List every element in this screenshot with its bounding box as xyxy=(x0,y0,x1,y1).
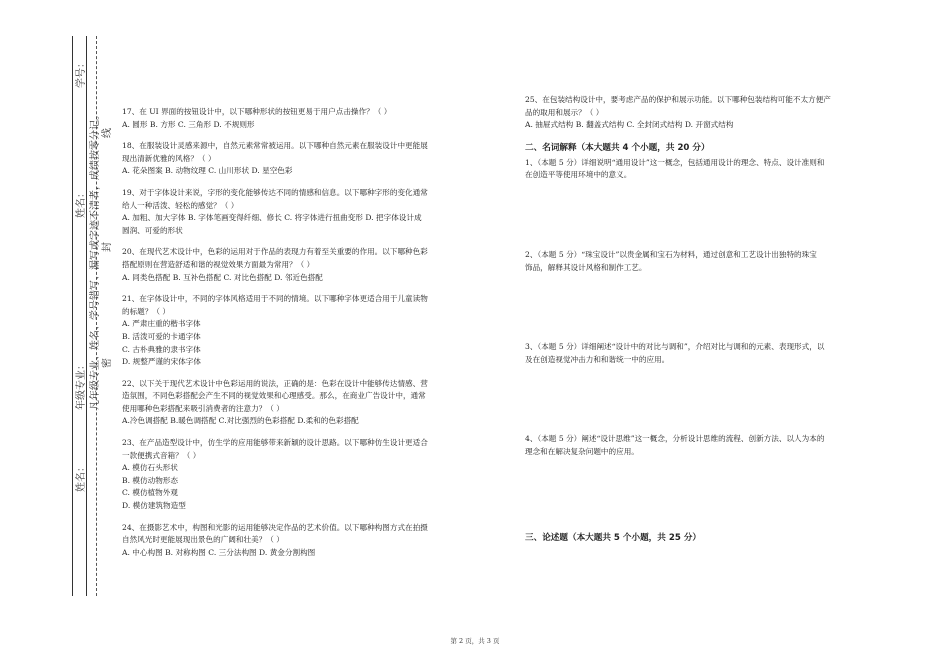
question-21 xyxy=(122,293,494,369)
question-stem: 17、在 UI 界面的按钮设计中，以下哪种形状的按钮更易于用户点击操作？（ ） xyxy=(122,107,392,116)
question-18 xyxy=(122,140,494,178)
seal-feng: 封 xyxy=(102,242,113,252)
question-options: A. 同类色搭配 B. 互补色搭配 C. 对比色搭配 D. 邻近色搭配 xyxy=(122,272,323,282)
question-stem: 18、在服装设计灵感来源中，自然元素常常被运用。以下哪种自然元素在服装设计中更能展 xyxy=(122,141,428,151)
binding-margin xyxy=(0,0,113,672)
student-id-label: 学号： xyxy=(76,58,87,88)
question-option: D. 模仿建筑物造型 xyxy=(122,501,186,511)
class-label: 年级专业： xyxy=(76,360,87,410)
term-2 xyxy=(525,249,900,274)
question-stem: 21、在字体设计中，不同的字体风格适用于不同的情境。以下哪种字体更适合用于儿童读物 xyxy=(122,294,428,304)
term-4 xyxy=(525,433,900,458)
question-25 xyxy=(525,94,900,132)
seal-mi: 密 xyxy=(102,358,113,368)
question-options: A. 圆形 B. 方形 C. 三角形 D. 不规则形 xyxy=(122,119,255,129)
margin-line-left xyxy=(72,36,73,596)
question-options: A. 中心构图 B. 对称构图 C. 三分法构图 D. 黄金分割构图 xyxy=(122,547,316,557)
question-24 xyxy=(122,522,494,560)
question-22 xyxy=(122,378,494,428)
question-stem: 23、在产品造型设计中，仿生学的应用能够带来新颖的设计思路。以下哪种仿生设计更适合 xyxy=(122,438,428,448)
school-label: 姓名： xyxy=(76,462,87,492)
term-text: 及在创造视觉冲击力和和谐统一中的应用。 xyxy=(525,354,670,364)
name-label: 姓名： xyxy=(76,188,87,218)
question-option: C. 模仿植物外观 xyxy=(122,488,178,498)
left-column xyxy=(122,106,494,559)
term-text: 饰品，解释其设计风格和制作工艺。 xyxy=(525,262,647,272)
term-text: 4、（本题 5 分）阐述“设计思维”这一概念，分析设计思维的流程、创新方法、以人为本的 xyxy=(525,434,825,444)
right-column xyxy=(525,94,900,545)
question-stem: 22、以下关于现代艺术设计中色彩运用的说法，正确的是：色彩在设计中能够传达情感、营 xyxy=(122,378,428,388)
question-option: B. 模仿动物形态 xyxy=(122,475,178,485)
question-stem: 19、对于字体设计来说，字形的变化能够传达不同的情感和信息。以下哪种字形的变化通常 xyxy=(122,187,428,197)
term-text: 2、（本题 5 分）“珠宝设计”以贵金属和宝石为材料，通过创意和工艺设计出独特的珠宝 xyxy=(525,249,817,259)
question-option: B. 活泼可爱的卡通字体 xyxy=(122,331,201,341)
question-stem: 一款便携式音箱？（ ） xyxy=(122,450,201,460)
term-text: 理念和在解决复杂问题中的应用。 xyxy=(525,446,639,456)
question-option: A. 模仿石头形状 xyxy=(122,463,178,473)
term-1 xyxy=(525,157,900,182)
notice-text: 凡年级专业、姓名、学号错写、漏写或字迹不清者，成绩按零分记。 xyxy=(90,110,101,410)
question-options: A. 花朵图案 B. 动物纹理 C. 山川形状 D. 星空色彩 xyxy=(122,166,293,176)
question-17 xyxy=(122,106,494,131)
question-stem: 25、在包装结构设计中，要考虑产品的保护和展示功能。以下哪种包装结构可能不太方便产 xyxy=(525,95,831,104)
question-23 xyxy=(122,437,494,513)
question-stem: 现出清新优雅的风格？（ ） xyxy=(122,153,216,163)
question-stem: 自然风光时更能展现出景色的广阔和壮美？（ ） xyxy=(122,535,284,545)
question-20 xyxy=(122,246,494,284)
term-text: 3、（本题 5 分）详细阐述“设计中的对比与调和”，介绍对比与调和的元素、表现形式，以 xyxy=(525,342,825,352)
page-footer: 第 2 页，共 3 页 xyxy=(450,637,500,645)
question-stem: 搭配原则在营造舒适和谐的视觉效果方面最为常用？（ ） xyxy=(122,259,315,269)
question-19 xyxy=(122,187,494,237)
term-3 xyxy=(525,341,900,366)
question-stem: 20、在现代艺术设计中，色彩的运用对于作品的表现力有着至关重要的作用。以下哪种色彩 xyxy=(122,247,428,257)
question-option: C. 古朴典雅的隶书字体 xyxy=(122,344,201,354)
term-text: 在创造平等使用环境中的意义。 xyxy=(525,170,632,180)
question-stem: 的标题？（ ） xyxy=(122,306,170,316)
question-stem: 给人一种活泼、轻松的感觉？（ ） xyxy=(122,200,239,210)
question-options: A.冷色调搭配 B.暖色调搭配 C.对比强烈的色彩搭配 D.柔和的色彩搭配 xyxy=(122,416,359,426)
question-options: 圆润、可爱的形状 xyxy=(122,225,183,235)
question-stem: 品的取用和展示？（ ） xyxy=(525,107,604,117)
question-stem: 使用哪种色彩搭配来吸引消费者的注意力？（ ） xyxy=(122,403,284,413)
question-option: A. 严肃庄重的楷书字体 xyxy=(122,319,201,329)
seal-xian: 线 xyxy=(102,128,113,138)
section-3-title: 三、论述题（本大题共 5 个小题，共 25 分） xyxy=(525,532,702,543)
term-text: 1、（本题 5 分）详细说明“通用设计”这一概念，包括通用设计的理念、特点、设计准则和 xyxy=(525,157,825,167)
question-option: D. 规整严谨的宋体字体 xyxy=(122,357,201,367)
section-2-title: 二、名词解释（本大题共 4 个小题，共 20 分） xyxy=(525,142,710,153)
question-stem: 24、在摄影艺术中，构图和光影的运用能够决定作品的艺术价值。以下哪种构图方式在拍摄 xyxy=(122,522,428,532)
question-options: A. 抽屉式结构 B. 翻盖式结构 C. 全封闭式结构 D. 开窗式结构 xyxy=(525,120,734,130)
question-options: A. 加粗、加大字体 B. 字体笔画变得纤细、修长 C. 将字体进行扭曲变形 D. 把字体设计成 xyxy=(122,213,422,223)
question-stem: 造氛围，不同色彩搭配会产生不同的视觉效果和心理感受。那么，在商业广告设计中，通常 xyxy=(122,391,426,401)
